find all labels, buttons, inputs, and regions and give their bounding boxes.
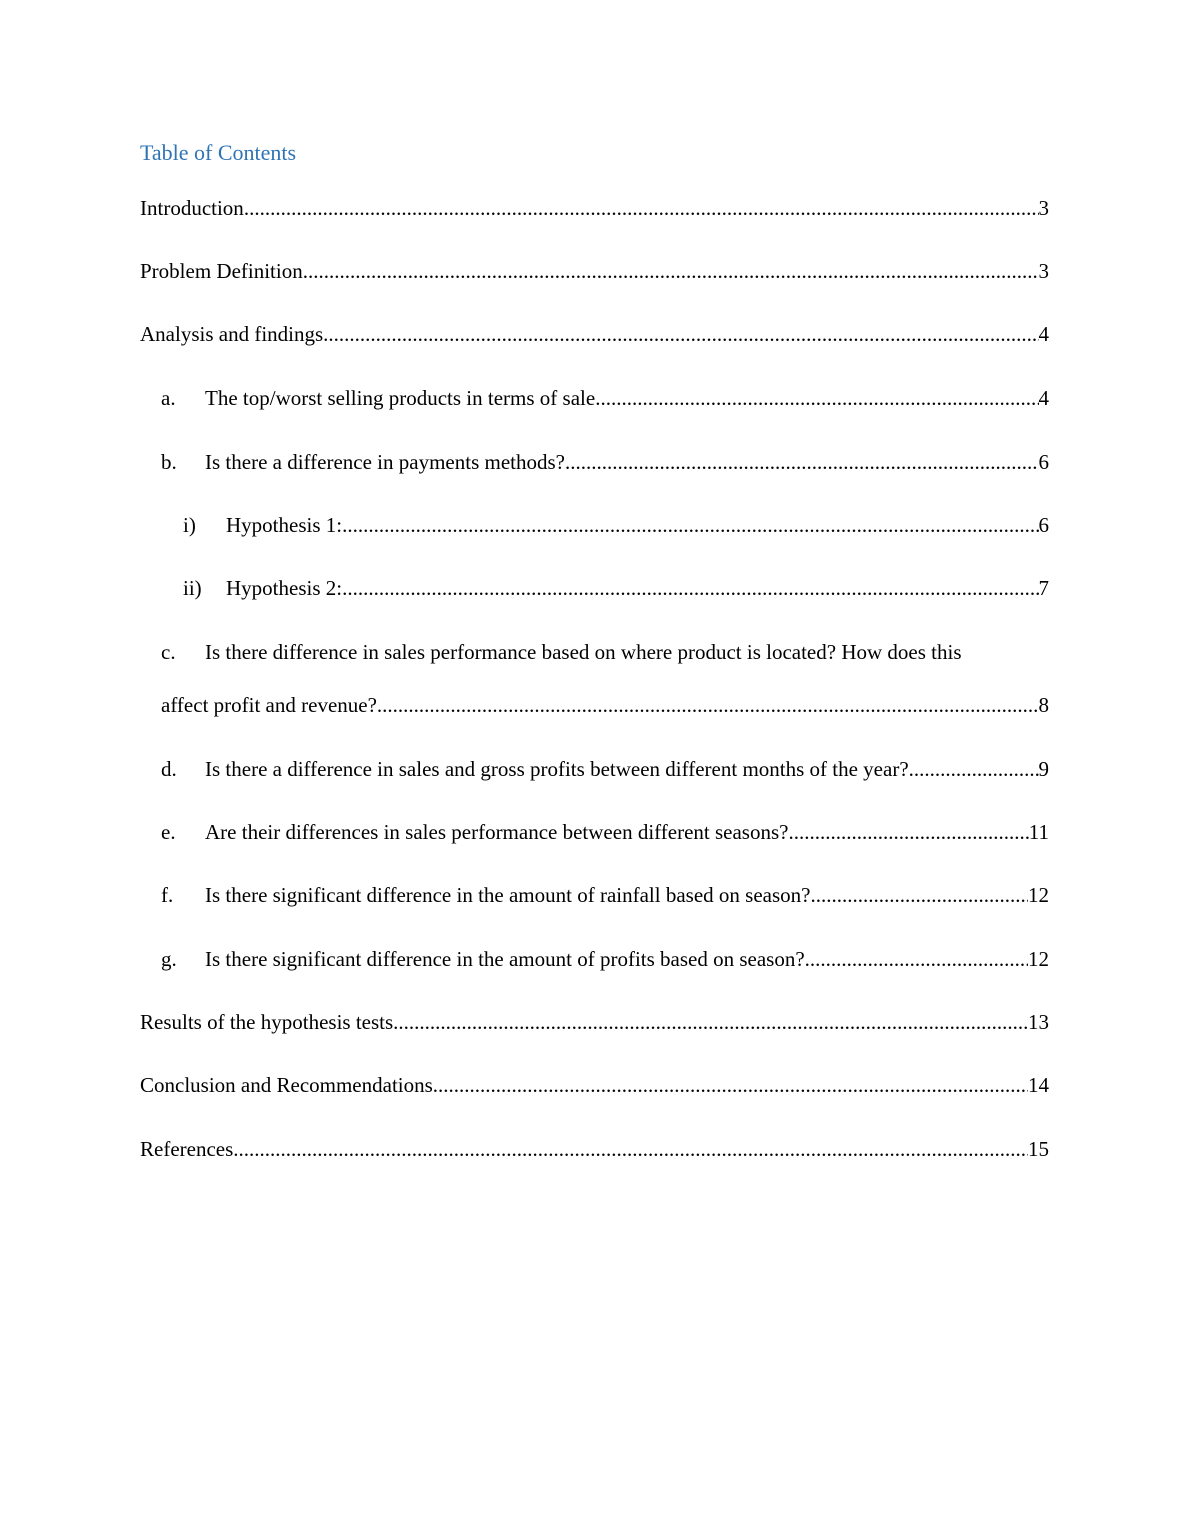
toc-entry-hypothesis-1[interactable]	[183, 511, 1049, 539]
toc-leader-dots	[377, 691, 1039, 719]
toc-entry-text: Is there a difference in payments methods?	[205, 450, 565, 474]
toc-leader-dots	[233, 1135, 1028, 1163]
toc-entry-conclusion[interactable]	[140, 1071, 1049, 1099]
toc-leader-dots	[565, 448, 1039, 476]
toc-leader-dots	[303, 257, 1039, 285]
toc-leader-dots	[323, 320, 1038, 348]
toc-entry-marker: i)	[183, 513, 196, 537]
toc-entry-text: Introduction	[140, 196, 244, 220]
toc-entry-text: Are their differences in sales performance between different seasons?	[205, 820, 789, 844]
toc-page-number: 4	[1038, 386, 1049, 410]
toc-leader-dots	[433, 1071, 1028, 1099]
toc-entry-g[interactable]	[161, 945, 1049, 973]
toc-leader-dots	[393, 1008, 1028, 1036]
toc-entry-text: Problem Definition	[140, 259, 303, 283]
toc-title: Table of Contents	[140, 140, 297, 165]
toc-entry-text: The top/worst selling products in terms of sale	[205, 386, 596, 410]
toc-entry-marker: c.	[161, 640, 176, 664]
toc-leader-dots	[805, 945, 1028, 973]
toc-entry-references[interactable]	[140, 1135, 1049, 1163]
toc-leader-dots	[244, 194, 1039, 222]
toc-entry-marker: a.	[161, 386, 176, 410]
toc-entry-text: Is there significant difference in the amount of rainfall based on season?	[205, 883, 811, 907]
toc-page-number: 9	[1038, 757, 1049, 781]
toc-page-number: 11	[1028, 820, 1049, 844]
toc-page-number: 12	[1028, 883, 1049, 907]
toc-page-number: 15	[1028, 1137, 1049, 1161]
toc-entry-d[interactable]	[161, 755, 1049, 783]
toc-page-number: 12	[1028, 947, 1049, 971]
toc-entry-c-line-1[interactable]	[161, 638, 962, 666]
toc-entry-text: Hypothesis 1:	[226, 513, 343, 537]
toc-entry-text: Is there a difference in sales and gross profits between different months of the year?	[205, 757, 909, 781]
toc-entry-text: Conclusion and Recommendations	[140, 1073, 433, 1097]
toc-page-number: 3	[1038, 259, 1049, 283]
toc-page-number: 13	[1028, 1010, 1049, 1034]
toc-entry-analysis-findings[interactable]	[140, 320, 1049, 348]
toc-leader-dots	[788, 818, 1028, 846]
toc-entry-text: Results of the hypothesis tests	[140, 1010, 394, 1034]
toc-leader-dots	[595, 384, 1038, 412]
toc-entry-c-line-2[interactable]	[161, 691, 1049, 719]
toc-entry-marker: e.	[161, 820, 176, 844]
toc-leader-dots	[909, 755, 1039, 783]
toc-entry-e[interactable]	[161, 818, 1049, 846]
toc-entry-b[interactable]	[161, 448, 1049, 476]
toc-page-number: 4	[1038, 322, 1049, 346]
toc-entry-problem-definition[interactable]	[140, 257, 1049, 285]
toc-entry-marker: ii)	[183, 576, 202, 600]
toc-entry-marker: d.	[161, 757, 177, 781]
toc-entry-text: Is there difference in sales performance based on where product is located? How does this	[205, 640, 962, 664]
toc-page-number: 6	[1038, 513, 1049, 537]
toc-entry-text: References	[140, 1137, 234, 1161]
toc-page-number: 6	[1038, 450, 1049, 474]
toc-entry-text-continued: affect profit and revenue?	[161, 693, 377, 717]
toc-page-number: 14	[1028, 1073, 1049, 1097]
toc-leader-dots	[342, 511, 1038, 539]
toc-entry-text: Analysis and findings	[140, 322, 324, 346]
toc-page-number: 3	[1038, 196, 1049, 220]
toc-entry-hypothesis-2[interactable]	[183, 574, 1049, 602]
toc-entry-marker: b.	[161, 450, 177, 474]
toc-entry-text: Hypothesis 2:	[226, 576, 343, 600]
toc-entry-marker: g.	[161, 947, 177, 971]
toc-entry-a[interactable]	[161, 384, 1049, 412]
toc-leader-dots	[342, 574, 1038, 602]
toc-entry-text: Is there significant difference in the amount of profits based on season?	[205, 947, 805, 971]
toc-page-number: 8	[1038, 693, 1049, 717]
toc-leader-dots	[810, 881, 1028, 909]
toc-entry-results[interactable]	[140, 1008, 1049, 1036]
toc-page-number: 7	[1038, 576, 1049, 600]
toc-entry-introduction[interactable]	[140, 194, 1049, 222]
toc-entry-marker: f.	[161, 883, 174, 907]
toc-entry-f[interactable]	[161, 881, 1049, 909]
